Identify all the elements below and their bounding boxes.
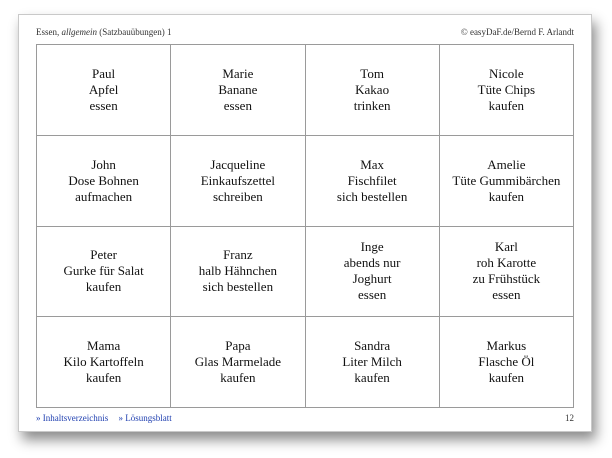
title-prefix: Essen, bbox=[36, 27, 60, 37]
card-line: Apfel bbox=[88, 81, 119, 97]
word-card-content bbox=[68, 157, 138, 205]
card-line: Franz bbox=[223, 247, 253, 263]
word-card-content bbox=[473, 239, 541, 303]
card-line: Amelie bbox=[487, 156, 526, 172]
card-line: essen bbox=[223, 97, 252, 113]
card-line: Sandra bbox=[354, 338, 391, 354]
word-card-content bbox=[63, 338, 143, 386]
card-line: sich bestellen bbox=[336, 188, 408, 204]
card-line: essen bbox=[89, 97, 118, 113]
card-line: kaufen bbox=[488, 188, 525, 204]
word-card-content bbox=[64, 247, 144, 295]
card-line: halb Hähnchen bbox=[198, 263, 278, 279]
card-line: schreiben bbox=[212, 188, 263, 204]
card-grid bbox=[36, 44, 574, 408]
word-card-content bbox=[354, 66, 391, 114]
word-card bbox=[171, 45, 305, 136]
word-card-content bbox=[342, 338, 402, 386]
card-line: Karl bbox=[494, 239, 518, 255]
card-line: Kilo Kartoffeln bbox=[63, 354, 144, 370]
word-card bbox=[306, 136, 440, 227]
title-suffix: (Satzbauübungen) 1 bbox=[99, 27, 172, 37]
card-line: Inge bbox=[360, 239, 384, 255]
word-card bbox=[37, 45, 171, 136]
card-line: zu Frühstück bbox=[472, 271, 541, 287]
document-title bbox=[36, 27, 171, 37]
card-line: Mama bbox=[87, 338, 121, 354]
word-card-content bbox=[452, 157, 560, 205]
card-line: sich bestellen bbox=[202, 279, 274, 295]
card-line: Max bbox=[360, 156, 385, 172]
card-line: Markus bbox=[486, 338, 527, 354]
page-footer bbox=[36, 413, 574, 425]
word-card-content bbox=[199, 247, 277, 295]
page-number: 12 bbox=[565, 413, 574, 423]
card-line: Flasche Öl bbox=[478, 354, 535, 370]
card-line: abends nur bbox=[343, 255, 401, 271]
word-card-content bbox=[344, 239, 401, 303]
word-card-content bbox=[201, 157, 275, 205]
card-line: Banane bbox=[218, 81, 258, 97]
card-line: kaufen bbox=[85, 370, 122, 386]
card-line: Nicole bbox=[489, 65, 524, 81]
card-line: Tüte Chips bbox=[477, 81, 536, 97]
card-line: Jacqueline bbox=[210, 156, 266, 172]
card-line: trinken bbox=[353, 97, 391, 113]
word-card bbox=[37, 317, 171, 408]
card-line: Tom bbox=[360, 65, 384, 81]
card-line: roh Karotte bbox=[476, 255, 537, 271]
word-card-content bbox=[337, 157, 407, 205]
card-line: Liter Milch bbox=[342, 354, 402, 370]
card-line: Joghurt bbox=[352, 271, 392, 287]
word-card-content bbox=[478, 66, 535, 114]
card-line: Paul bbox=[92, 65, 116, 81]
card-line: Gurke für Salat bbox=[63, 263, 144, 279]
word-card bbox=[440, 227, 574, 318]
word-card-content bbox=[478, 338, 534, 386]
word-card bbox=[37, 227, 171, 318]
word-card bbox=[306, 317, 440, 408]
card-line: kaufen bbox=[220, 370, 256, 386]
table-of-contents-link[interactable]: » Inhaltsverzeichnis bbox=[36, 413, 109, 423]
word-card-content bbox=[89, 66, 119, 114]
card-line: Tüte Gummibärchen bbox=[452, 172, 561, 188]
word-card bbox=[440, 317, 574, 408]
answer-sheet-link[interactable]: » Lösungsblatt bbox=[118, 413, 172, 423]
card-line: Marie bbox=[222, 65, 254, 81]
word-card bbox=[306, 45, 440, 136]
card-line: kaufen bbox=[354, 370, 390, 386]
word-card-content bbox=[195, 338, 281, 386]
card-line: Papa bbox=[225, 338, 251, 354]
card-line: Fischfilet bbox=[347, 172, 397, 188]
card-line: kaufen bbox=[488, 97, 525, 113]
word-card bbox=[171, 136, 305, 227]
card-line: essen bbox=[492, 287, 521, 303]
word-card bbox=[306, 227, 440, 318]
card-line: aufmachen bbox=[75, 188, 133, 204]
title-italic: allgemein bbox=[61, 27, 97, 37]
document-page bbox=[18, 14, 592, 432]
card-line: Dose Bohnen bbox=[68, 172, 139, 188]
card-line: John bbox=[91, 156, 116, 172]
word-card bbox=[171, 317, 305, 408]
word-card bbox=[37, 136, 171, 227]
copyright-notice: © easyDaF.de/Bernd F. Arlandt bbox=[460, 27, 574, 37]
word-card bbox=[440, 45, 574, 136]
card-line: kaufen bbox=[85, 279, 122, 295]
word-card bbox=[440, 136, 574, 227]
word-card-content bbox=[218, 66, 257, 114]
card-line: kaufen bbox=[488, 370, 525, 386]
card-line: Peter bbox=[90, 247, 117, 263]
card-line: Einkaufszettel bbox=[200, 172, 276, 188]
word-card bbox=[171, 227, 305, 318]
page-header bbox=[36, 27, 574, 41]
card-line: Glas Marmelade bbox=[194, 354, 282, 370]
card-line: Kakao bbox=[355, 81, 390, 97]
card-line: essen bbox=[358, 287, 387, 303]
footer-links bbox=[36, 413, 172, 423]
